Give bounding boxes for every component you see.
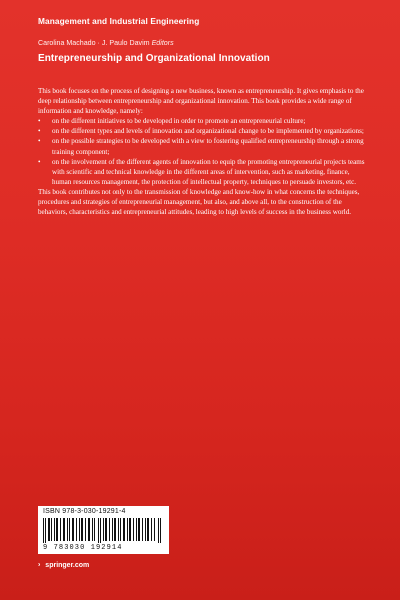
knowledge-item: • on the involvement of the different agents of innovation to equip the promoting entrepreneurial projects teams with scientific and technical knowledge in the different areas of intervention, such as marketing, finance, human resources management, the protection of intellectual property, techniques to persuade investors, etc.: [38, 157, 368, 187]
authors-names: Carolina Machado · J. Paulo Davim: [38, 39, 150, 47]
series-name: Management and Industrial Engineering: [38, 16, 200, 26]
book-title: Entrepreneurship and Organizational Innovation: [38, 53, 270, 64]
chevron-right-icon: ›: [38, 561, 41, 569]
intro-paragraph: This book focuses on the process of designing a new business, known as entrepreneurship. It gives emphasis to the deep relationship between entrepreneurship and organizational innovation. This book provides a wide range of information and knowledge, namely:: [38, 87, 364, 116]
isbn-barcode-box: [38, 506, 169, 554]
publisher-url: [38, 562, 89, 569]
barcode-digits: 9 783030 192914: [43, 544, 123, 552]
cover-header: [0, 0, 400, 78]
closing-paragraph: This book contributes not only to the transmission of knowledge and know-how in what concerns the techniques, procedures and strategies of entrepreneurial management, but also, and above all, to the construction of the behaviors, characteristics and entrepreneurial attitudes, leading to high levels of success in the business world.: [38, 187, 360, 217]
publisher-url-text: springer.com: [45, 562, 90, 569]
authors-line: [38, 40, 174, 47]
authors-role: Editors: [151, 39, 174, 47]
barcode: [43, 518, 163, 543]
knowledge-item: • on the possible strategies to be developed with a view to fostering qualified entrepreneurship through a strong training component;: [38, 136, 368, 156]
isbn-text: ISBN 978-3-030-19291-4: [43, 508, 126, 515]
knowledge-item: • on the different initiatives to be developed in order to promote an entrepreneurial culture;: [38, 116, 368, 126]
description-text: [38, 86, 368, 217]
knowledge-item: • on the different types and levels of innovation and organizational change to be implemented by organizations;: [38, 126, 368, 136]
knowledge-list: [38, 116, 368, 187]
